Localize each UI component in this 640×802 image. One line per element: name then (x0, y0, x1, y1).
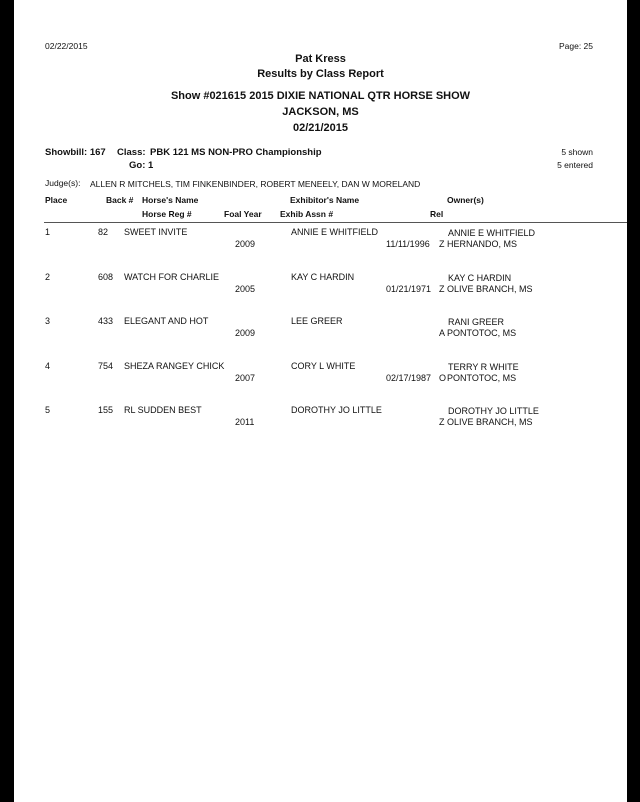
place: 2 (45, 272, 51, 282)
col-rel: Rel (430, 209, 444, 219)
shown-count: 5 shown (561, 147, 593, 157)
owner-city: PONTOTOC, MS (447, 328, 517, 338)
report-date: 02/22/2015 (45, 41, 88, 51)
rel-code: Z (439, 417, 445, 427)
class-name: PBK 121 MS NON-PRO Championship (150, 147, 322, 158)
place: 4 (45, 361, 51, 371)
back-number: 608 (98, 272, 114, 282)
rel-code: A (439, 328, 446, 338)
horse-name: RL SUDDEN BEST (124, 405, 202, 415)
owner-name: KAY C HARDIN (448, 273, 512, 283)
rel-code: Z (439, 284, 445, 294)
owner-city: HERNANDO, MS (447, 239, 518, 249)
back-number: 155 (98, 405, 114, 415)
owner-name: DOROTHY JO LITTLE (448, 406, 539, 416)
horse-name: ELEGANT AND HOT (124, 316, 209, 326)
foal-year: 2009 (235, 328, 256, 338)
col-back: Back # (106, 195, 134, 205)
rel-code: Z (439, 239, 445, 249)
report-title: Results by Class Report (257, 68, 384, 80)
exhibitor-name: ANNIE E WHITFIELD (291, 227, 379, 237)
owner-city: OLIVE BRANCH, MS (447, 417, 533, 427)
table-row (14, 270, 627, 310)
header-divider (44, 222, 627, 223)
owner-name: RANI GREER (448, 317, 505, 327)
col-foal-year: Foal Year (224, 209, 262, 219)
table-row (14, 359, 627, 399)
col-horse-name: Horse's Name (142, 195, 199, 205)
exhibitor-date: 11/11/1996 (386, 239, 430, 249)
go-number: Go: 1 (129, 160, 154, 171)
table-row (14, 403, 627, 443)
exhibitor-date: 02/17/1987 (386, 373, 432, 383)
col-owners: Owner(s) (447, 195, 484, 205)
table-row (14, 225, 627, 265)
back-number: 754 (98, 361, 114, 371)
report-page (14, 0, 627, 802)
back-number: 433 (98, 316, 114, 326)
foal-year: 2009 (235, 239, 256, 249)
horse-name: WATCH FOR CHARLIE (124, 272, 220, 282)
col-exhib-assn: Exhib Assn # (280, 209, 334, 219)
foal-year: 2011 (235, 417, 255, 427)
page-number: Page: 25 (558, 41, 593, 51)
owner-city: OLIVE BRANCH, MS (447, 284, 533, 294)
foal-year: 2007 (235, 373, 256, 383)
foal-year: 2005 (235, 284, 256, 294)
place: 1 (45, 227, 51, 237)
owner-name: ANNIE E WHITFIELD (448, 228, 536, 238)
horse-name: SWEET INVITE (124, 227, 188, 237)
table-row (14, 314, 627, 354)
show-title: Show #021615 2015 DIXIE NATIONAL QTR HORSE SHOW (170, 90, 471, 102)
owner-city: PONTOTOC, MS (447, 373, 517, 383)
show-location: JACKSON, MS (282, 106, 359, 118)
place: 5 (45, 405, 51, 415)
report-owner-name: Pat Kress (295, 53, 346, 65)
class-label: Class: (117, 147, 146, 158)
col-place: Place (45, 195, 68, 205)
entered-count: 5 entered (557, 160, 593, 170)
exhibitor-name: LEE GREER (291, 316, 343, 326)
col-horse-reg: Horse Reg # (142, 209, 192, 219)
owner-name: TERRY R WHITE (448, 362, 519, 372)
col-exhibitor: Exhibitor's Name (290, 195, 360, 205)
showbill: Showbill: 167 (45, 147, 106, 158)
exhibitor-name: DOROTHY JO LITTLE (291, 405, 382, 415)
judges-label: Judge(s): (45, 178, 81, 188)
horse-name: SHEZA RANGEY CHICK (124, 361, 225, 371)
show-date: 02/21/2015 (292, 122, 349, 134)
exhibitor-name: CORY L WHITE (291, 361, 356, 371)
exhibitor-date: 01/21/1971 (386, 284, 432, 294)
back-number: 82 (98, 227, 109, 237)
judges-list: ALLEN R MITCHELS, TIM FINKENBINDER, ROBERT MENEELY, DAN W MORELAND (90, 179, 421, 189)
place: 3 (45, 316, 51, 326)
rel-code: O (439, 373, 447, 383)
exhibitor-name: KAY C HARDIN (291, 272, 355, 282)
